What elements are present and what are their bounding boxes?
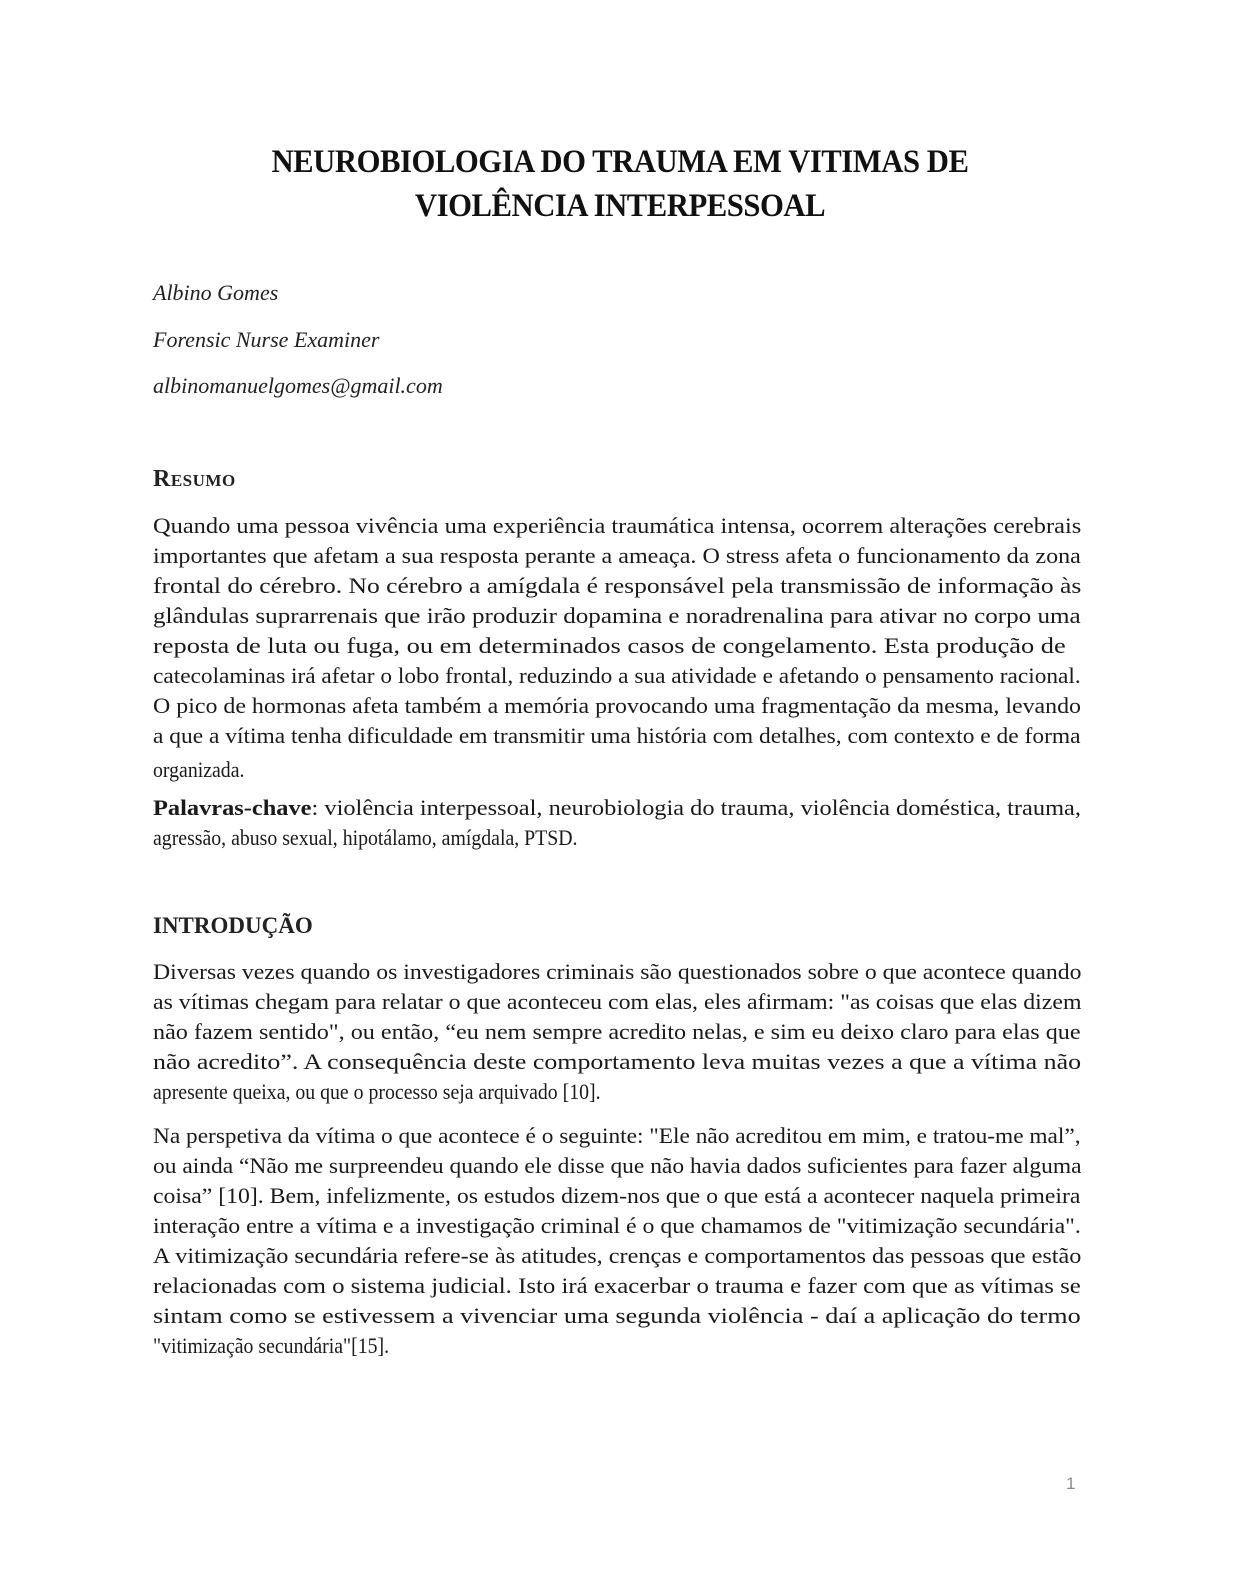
author-email: albinomanuelgomes@gmail.com	[153, 373, 443, 398]
text-line: as vítimas chegam para relatar o que aconteceu com elas, eles afirmam: "as coisas que elas dizem	[153, 989, 1082, 1014]
text-line: organizada.	[153, 757, 245, 782]
text-line: frontal do cérebro. No cérebro a amígdala é responsável pela transmissão de informação às	[153, 573, 1082, 598]
text-line: Diversas vezes quando os investigadores criminais são questionados sobre o que acontece quando	[153, 959, 1082, 984]
paper-title	[183, 140, 1057, 228]
text-line: agressão, abuso sexual, hipotálamo, amígdala, PTSD.	[153, 825, 578, 850]
paper-title-line: VIOLÊNCIA INTERPESSOAL	[414, 188, 826, 224]
text-line: interação entre a vítima e a investigação criminal é o que chamamos de "vitimização secundária".	[153, 1213, 1081, 1238]
text-line: glândulas suprarrenais que irão produzir dopamina e noradrenalina para ativar no corpo uma	[153, 603, 1081, 628]
keywords-label: Palavras-chave	[153, 795, 312, 820]
text-line: ou ainda “Não me surpreendeu quando ele disse que não havia dados suficientes para fazer alguma	[153, 1153, 1082, 1178]
text-line: Na perspetiva da vítima o que acontece é o seguinte: "Ele não acreditou em mim, e tratou-me mal”,	[153, 1123, 1081, 1148]
text-line: apresente queixa, ou que o processo seja arquivado [10].	[153, 1079, 601, 1104]
paper-title-line: NEUROBIOLOGIA DO TRAUMA EM VITIMAS DE	[271, 144, 969, 180]
author-role: Forensic Nurse Examiner	[153, 327, 380, 352]
text-line: relacionadas com o sistema judicial. Isto irá exacerbar o trauma e fazer com que as vítimas se	[153, 1273, 1081, 1298]
page-number: 1	[1066, 1474, 1076, 1493]
abstract-heading: Resumo	[153, 466, 236, 492]
text-line: O pico de hormonas afeta também a memória provocando uma fragmentação da mesma, levando	[153, 693, 1082, 718]
keywords-paragraph	[153, 793, 1081, 853]
text-line: não fazem sentido", ou então, “eu nem sempre acredito nelas, e sim eu deixo claro para elas que	[153, 1019, 1081, 1044]
text-line: Quando uma pessoa vivência uma experiência traumática intensa, ocorrem alterações cerebrais	[153, 513, 1082, 538]
author-name: Albino Gomes	[153, 280, 279, 305]
introduction-paragraph-2	[153, 1121, 1081, 1361]
abstract-paragraph	[153, 511, 1081, 785]
text-line: reposta de luta ou fuga, ou em determinados casos de congelamento. Esta produção de	[153, 633, 1066, 658]
keywords-line	[153, 793, 1081, 823]
introduction-heading: INTRODUÇÃO	[153, 913, 313, 938]
text-line: catecolaminas irá afetar o lobo frontal, reduzindo a sua atividade e afetando o pensamento racional.	[153, 663, 1081, 688]
text-line: sintam como se estivessem a vivenciar uma segunda violência - daí a aplicação do termo	[153, 1303, 1081, 1328]
text-line: A vitimização secundária refere-se às atitudes, crenças e comportamentos das pessoas que estão	[153, 1243, 1082, 1268]
text-line: coisa” [10]. Bem, infelizmente, os estudos dizem-nos que o que está a acontecer naquela primeira	[153, 1183, 1081, 1208]
keywords-text: : violência interpessoal, neurobiologia do trauma, violência doméstica, trauma,	[311, 795, 1081, 820]
text-line: não acredito”. A consequência deste comportamento leva muitas vezes a que a vítima não	[153, 1049, 1082, 1074]
text-line: a que a vítima tenha dificuldade em transmitir uma história com detalhes, com contexto e de forma	[153, 723, 1081, 748]
text-line: importantes que afetam a sua resposta perante a ameaça. O stress afeta o funcionamento da zona	[153, 543, 1081, 568]
introduction-paragraph-1	[153, 957, 1081, 1107]
text-line: "vitimização secundária"[15].	[153, 1333, 390, 1358]
